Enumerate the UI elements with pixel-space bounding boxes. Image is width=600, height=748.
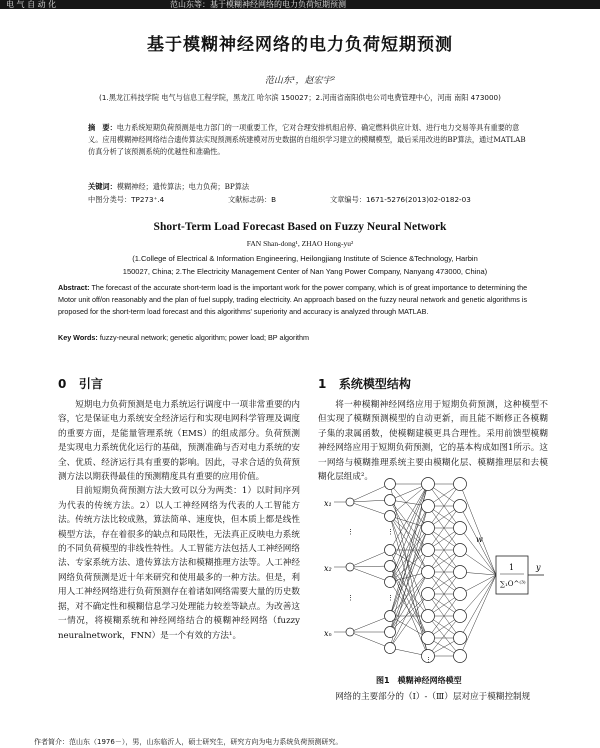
network-node-layer-0 (346, 563, 354, 571)
keywords-cn-text: 模糊神经；遗传算法；电力负荷；BP算法 (116, 182, 250, 191)
abstract-label: 摘 要： (88, 123, 117, 132)
section-1-title: 系统模型结构 (338, 377, 411, 391)
network-node-layer-3 (454, 632, 467, 645)
network-node-layer-1 (385, 479, 396, 490)
ellipsis-mark: ⋮ (387, 528, 394, 536)
paper-title-en: Short-Term Load Forecast Based on Fuzzy Neural Network (153, 221, 447, 233)
fuzzify-link (350, 502, 390, 516)
network-node-layer-3 (454, 566, 467, 579)
fuzzify-link (350, 566, 390, 567)
ellipsis-mark: ⋮ (347, 594, 354, 602)
authors-en: FAN Shan-dong¹, ZHAO Hong-yu² (246, 239, 354, 248)
network-node-layer-1 (385, 495, 396, 506)
network-node-layer-2 (422, 588, 435, 601)
fuzzy-neural-network-figure (320, 470, 550, 670)
author-footnote: 作者简介：范山东（1976－），男，山东临沂人，硕士研究生，研究方向为电力系统负荷预测研究。 (34, 738, 343, 746)
network-node-layer-1 (385, 643, 396, 654)
network-node-layer-3 (454, 610, 467, 623)
affiliation-en-line-2: 150027, China; 2.The Electricity Management Center of Nan Yang Power Company, Nanyang 473000, China) (122, 267, 488, 276)
output-denominator: ∑₁O^⁽³⁾ (500, 580, 526, 588)
document-code: 文献标志码：B (228, 195, 277, 204)
running-title: 范山东等：基于模糊神经网络的电力负荷短期预测 (170, 0, 346, 9)
network-node-layer-2 (422, 500, 435, 513)
fuzzify-link (350, 500, 390, 502)
keywords-en (58, 333, 546, 342)
affiliation-en (70, 252, 540, 278)
article-number: 文章编号：1671-5276(2013)02-0182-03 (330, 195, 471, 204)
fuzzify-link (350, 632, 390, 648)
abstract-en-text: The forecast of the accurate short-term load is the important work for the power company, which is of great importance to determining the Motor unit off/on reasonably and the plan of fuel supply, trading electricity. An approach based on the fuzzy neural network and genetic algorithms is proposed for the short-term load forecast and this algorithms' superiority and accuracy is analyzed through MATLAB. (58, 283, 528, 316)
network-node-layer-0 (346, 498, 354, 506)
fuzzify-link (350, 484, 390, 502)
fuzzify-link (350, 616, 390, 632)
network-node-layer-3 (454, 522, 467, 535)
network-node-layer-2 (422, 478, 435, 491)
network-node-layer-1 (385, 577, 396, 588)
ellipsis-mark: ⋮ (347, 528, 354, 536)
keywords-cn (88, 181, 528, 193)
abstract-en (58, 282, 546, 318)
network-node-layer-1 (385, 561, 396, 572)
journal-name: 电 气 自 动 化 (6, 0, 57, 9)
output-label-y: y (536, 563, 541, 572)
weight-label: w (476, 535, 483, 544)
input-label-xn: xₙ (324, 629, 332, 638)
section-0-title: 引言 (78, 377, 103, 391)
fuzzify-link (350, 567, 390, 582)
network-node-layer-1 (385, 511, 396, 522)
output-divide-block (496, 556, 528, 594)
network-node-layer-2 (422, 610, 435, 623)
model-paragraph-2: 网络的主要部分的（I）-（Ⅲ）层对应于模糊控制规 (335, 692, 531, 702)
network-node-layer-0 (346, 628, 354, 636)
fuzzify-link (350, 550, 390, 567)
model-paragraph-1: 将一种模糊神经网络应用于短期负荷预测，这种模型不但实现了模糊预测模型的自动更新，而且能不断修正各模糊子集的隶属函数，使模糊建模更具合理性。采用前馈型模糊神经网络应用于短期负荷预测，它的基本构成如图1所示。这一网络与模糊推理系统主要由模糊化层、模糊推理层和去模糊化层组成²。 (318, 400, 548, 483)
input-label-x2: x₂ (324, 564, 332, 573)
keywords-en-label: Key Words: (58, 333, 98, 342)
ellipsis-mark: ⋮ (425, 656, 432, 664)
intro-paragraph-2: 目前短期负荷预测方法大致可以分为两类：1）以时间序列为代表的传统方法。2）以人工神经网络为代表的人工智能方法。传统方法比较成熟，算法简单、速度快，但本质上都是线性模型方法，存在着很多的缺点和局限性，无法真正反映电力系统的不同负荷模型的非线性特性。人工智能方法包括人工神经网络法、专家系统方法、遗传算法方法和模糊推理方法等。人工神经网络负荷预测是近十年来研究和使用最多的一种方法。但是，利用人工神经网络进行负荷预测存在着诸如网络需要大量的历史数据，对不确定性和模糊信息学习处理能力较差等缺点。为改善这一情况，将模糊系统和神经网络结合的模糊神经网络（fuzzy neuralnetwork，FNN）是一个有效的方法¹。 (58, 486, 300, 641)
network-node-layer-3 (454, 544, 467, 557)
network-node-layer-3 (454, 478, 467, 491)
input-label-x1: x₁ (324, 499, 332, 508)
left-column (58, 398, 300, 643)
network-node-layer-3 (454, 588, 467, 601)
affiliation-en-line-1: (1.College of Electrical & Information Engineering, Heilongjiang Institute of Science &Technology, Harbin (132, 254, 478, 263)
intro-paragraph-1: 短期电力负荷预测是电力系统运行调度中一项非常重要的内容，它是保证电力系统安全经济运行和实现电网科学管理及调度的重要方面，是能量管理系统（EMS）的组成部分。负荷预测是实现电力系统优化运行的基础，预测准确与否对电力系统的安全、优质、经济运行具有重要的影响。因此，寻求合适的负荷预测方法以期获得最佳的预测精度具有重要的应用价值。 (58, 400, 300, 483)
network-node-layer-2 (422, 566, 435, 579)
network-node-layer-3 (454, 500, 467, 513)
ellipsis-mark: ⋮ (387, 594, 394, 602)
journal-header-bar (0, 0, 600, 9)
section-0-number: 0 (58, 377, 67, 391)
affiliation-cn: (1.黑龙江科技学院 电气与信息工程学院，黑龙江 哈尔滨 150027；2.河南省南阳供电公司电费管理中心，河南 南阳 473000) (99, 93, 501, 102)
abstract-cn (88, 122, 528, 158)
paper-title-cn: 基于模糊神经网络的电力负荷短期预测 (147, 35, 453, 55)
keywords-label: 关键词： (88, 182, 117, 191)
section-0-heading (58, 375, 103, 392)
clc-number: 中图分类号：TP273⁺.4 (88, 195, 165, 204)
output-numerator: 1 (509, 563, 515, 572)
right-column-continued (318, 690, 548, 704)
network-node-layer-1 (385, 611, 396, 622)
abstract-cn-text: 电力系统短期负荷预测是电力部门的一项重要工作，它对合理安排机组启停、确定燃料供应计划、进行电力交易等具有重要的意义。应用模糊神经网络结合遗传算法实现预测系统建模对历史数据的自组织学习建立的模糊模型，最后采用改进的BP算法，通过MATLAB仿真分析了该预测系统的优越性和准确性。 (88, 123, 526, 156)
network-node-layer-1 (385, 627, 396, 638)
network-node-layer-2 (422, 522, 435, 535)
abstract-en-label: Abstract: (58, 283, 90, 292)
network-node-layer-2 (422, 544, 435, 557)
section-1-heading (318, 375, 411, 392)
network-node-layer-3 (454, 650, 467, 663)
authors-cn: 范山东¹，赵宏宇² (264, 76, 336, 86)
network-node-layer-1 (385, 545, 396, 556)
keywords-en-text: fuzzy-neural network; genetic algorithm; power load; BP algorithm (99, 333, 310, 342)
network-node-layer-2 (422, 632, 435, 645)
section-1-number: 1 (318, 377, 327, 391)
figure-caption: 图1 模糊神经网络模型 (376, 676, 462, 685)
